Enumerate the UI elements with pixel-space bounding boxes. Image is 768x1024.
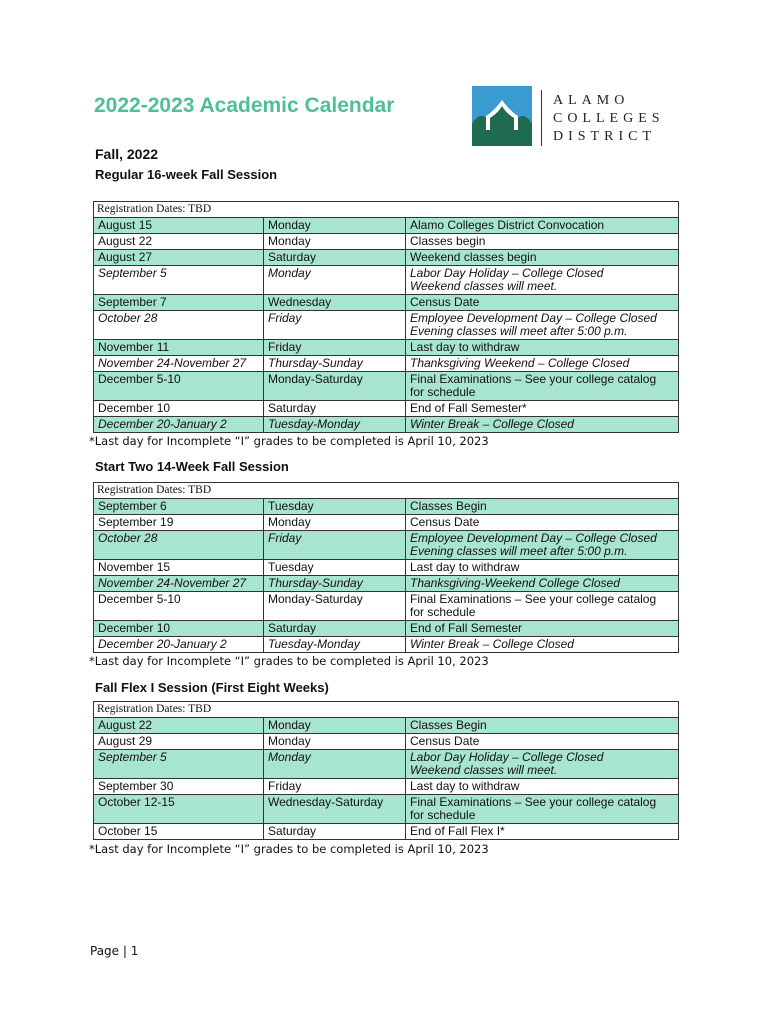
event-cell: Classes Begin <box>406 718 679 734</box>
date-cell: December 10 <box>94 401 264 417</box>
date-cell: December 20-January 2 <box>94 637 264 653</box>
event-cell: End of Fall Flex I* <box>406 824 679 840</box>
date-cell: November 11 <box>94 340 264 356</box>
event-cell: Alamo Colleges District Convocation <box>406 218 679 234</box>
date-cell: September 19 <box>94 515 264 531</box>
event-cell: Thanksgiving-Weekend College Closed <box>406 576 679 592</box>
event-cell: Labor Day Holiday – College Closed Weekend classes will meet. <box>406 266 679 295</box>
day-cell: Saturday <box>264 824 406 840</box>
date-cell: August 27 <box>94 250 264 266</box>
event-cell: End of Fall Semester* <box>406 401 679 417</box>
page-title: 2022-2023 Academic Calendar <box>94 94 395 117</box>
date-cell: November 24-November 27 <box>94 576 264 592</box>
date-cell: December 5-10 <box>94 592 264 621</box>
table-row <box>94 250 679 266</box>
day-cell: Monday <box>264 734 406 750</box>
calendar-table-2 <box>93 482 679 653</box>
date-cell: August 29 <box>94 734 264 750</box>
date-cell: September 30 <box>94 779 264 795</box>
day-cell: Friday <box>264 531 406 560</box>
date-cell: October 15 <box>94 824 264 840</box>
table-row <box>94 340 679 356</box>
table-row <box>94 750 679 779</box>
date-cell: September 5 <box>94 750 264 779</box>
event-cell: Census Date <box>406 295 679 311</box>
section-heading-2: Start Two 14-Week Fall Session <box>95 459 289 474</box>
section-note-1: *Last day for Incomplete “I” grades to be completed is April 10, 2023 <box>89 434 489 448</box>
section-note-2: *Last day for Incomplete “I” grades to be completed is April 10, 2023 <box>89 654 489 668</box>
calendar-table-3 <box>93 701 679 840</box>
day-cell: Monday-Saturday <box>264 372 406 401</box>
table-row <box>94 417 679 433</box>
event-cell: Last day to withdraw <box>406 340 679 356</box>
day-cell: Monday <box>264 218 406 234</box>
table-row <box>94 372 679 401</box>
date-cell: September 6 <box>94 499 264 515</box>
event-cell: Classes Begin <box>406 499 679 515</box>
day-cell: Friday <box>264 311 406 340</box>
table-row <box>94 795 679 824</box>
day-cell: Wednesday <box>264 295 406 311</box>
day-cell: Friday <box>264 340 406 356</box>
event-cell: Final Examinations – See your college catalog for schedule <box>406 592 679 621</box>
event-cell: Employee Development Day – College Closed Evening classes will meet after 5:00 p.m. <box>406 531 679 560</box>
event-cell: Last day to withdraw <box>406 560 679 576</box>
day-cell: Monday <box>264 234 406 250</box>
event-cell: Census Date <box>406 734 679 750</box>
registration-dates: Registration Dates: TBD <box>94 483 679 499</box>
logo-line-1: ALAMO <box>553 93 630 108</box>
table-row <box>94 734 679 750</box>
day-cell: Saturday <box>264 621 406 637</box>
date-cell: December 10 <box>94 621 264 637</box>
logo-wordmark <box>553 92 665 146</box>
event-cell: Final Examinations – See your college catalog for schedule <box>406 372 679 401</box>
section-heading-1: Regular 16-week Fall Session <box>95 167 278 182</box>
date-cell: August 22 <box>94 718 264 734</box>
table-row <box>94 576 679 592</box>
logo-line-3: DISTRICT <box>553 129 656 144</box>
event-cell: Final Examinations – See your college catalog for schedule <box>406 795 679 824</box>
day-cell: Thursday-Sunday <box>264 576 406 592</box>
event-cell: Census Date <box>406 515 679 531</box>
day-cell: Saturday <box>264 401 406 417</box>
day-cell: Tuesday <box>264 560 406 576</box>
day-cell: Tuesday-Monday <box>264 417 406 433</box>
table-row <box>94 356 679 372</box>
date-cell: August 15 <box>94 218 264 234</box>
day-cell: Friday <box>264 779 406 795</box>
table-row <box>94 718 679 734</box>
date-cell: October 28 <box>94 531 264 560</box>
event-cell: Employee Development Day – College Closed Evening classes will meet after 5:00 p.m. <box>406 311 679 340</box>
table-row <box>94 295 679 311</box>
day-cell: Monday <box>264 515 406 531</box>
day-cell: Monday-Saturday <box>264 592 406 621</box>
table-row <box>94 401 679 417</box>
table-row <box>94 266 679 295</box>
date-cell: October 28 <box>94 311 264 340</box>
event-cell: Weekend classes begin <box>406 250 679 266</box>
date-cell: November 15 <box>94 560 264 576</box>
date-cell: August 22 <box>94 234 264 250</box>
section-note-3: *Last day for Incomplete “I” grades to be completed is April 10, 2023 <box>89 842 489 856</box>
table-row <box>94 218 679 234</box>
event-cell: Labor Day Holiday – College Closed Weekend classes will meet. <box>406 750 679 779</box>
event-cell: Winter Break – College Closed <box>406 417 679 433</box>
date-cell: September 5 <box>94 266 264 295</box>
date-cell: December 5-10 <box>94 372 264 401</box>
registration-dates: Registration Dates: TBD <box>94 702 679 718</box>
event-cell: Winter Break – College Closed <box>406 637 679 653</box>
date-cell: October 12-15 <box>94 795 264 824</box>
table-row <box>94 621 679 637</box>
fall-heading: Fall, 2022 <box>95 146 159 162</box>
day-cell: Monday <box>264 718 406 734</box>
day-cell: Wednesday-Saturday <box>264 795 406 824</box>
day-cell: Thursday-Sunday <box>264 356 406 372</box>
table-row <box>94 824 679 840</box>
event-cell: End of Fall Semester <box>406 621 679 637</box>
date-cell: November 24-November 27 <box>94 356 264 372</box>
date-cell: December 20-January 2 <box>94 417 264 433</box>
day-cell: Tuesday <box>264 499 406 515</box>
event-cell: Thanksgiving Weekend – College Closed <box>406 356 679 372</box>
table-row <box>94 515 679 531</box>
section-heading-3: Fall Flex I Session (First Eight Weeks) <box>95 680 329 695</box>
table-row <box>94 311 679 340</box>
registration-dates: Registration Dates: TBD <box>94 202 679 218</box>
table-row <box>94 560 679 576</box>
table-row <box>94 531 679 560</box>
event-cell: Classes begin <box>406 234 679 250</box>
table-row <box>94 637 679 653</box>
day-cell: Monday <box>264 750 406 779</box>
date-cell: September 7 <box>94 295 264 311</box>
day-cell: Monday <box>264 266 406 295</box>
logo-divider <box>541 90 542 146</box>
table-row <box>94 234 679 250</box>
day-cell: Tuesday-Monday <box>264 637 406 653</box>
calendar-table-1 <box>93 201 679 433</box>
table-row <box>94 499 679 515</box>
day-cell: Saturday <box>264 250 406 266</box>
event-cell: Last day to withdraw <box>406 779 679 795</box>
table-row <box>94 779 679 795</box>
page-number: Page | 1 <box>90 944 139 958</box>
logo-line-2: COLLEGES <box>553 111 665 126</box>
table-row <box>94 592 679 621</box>
